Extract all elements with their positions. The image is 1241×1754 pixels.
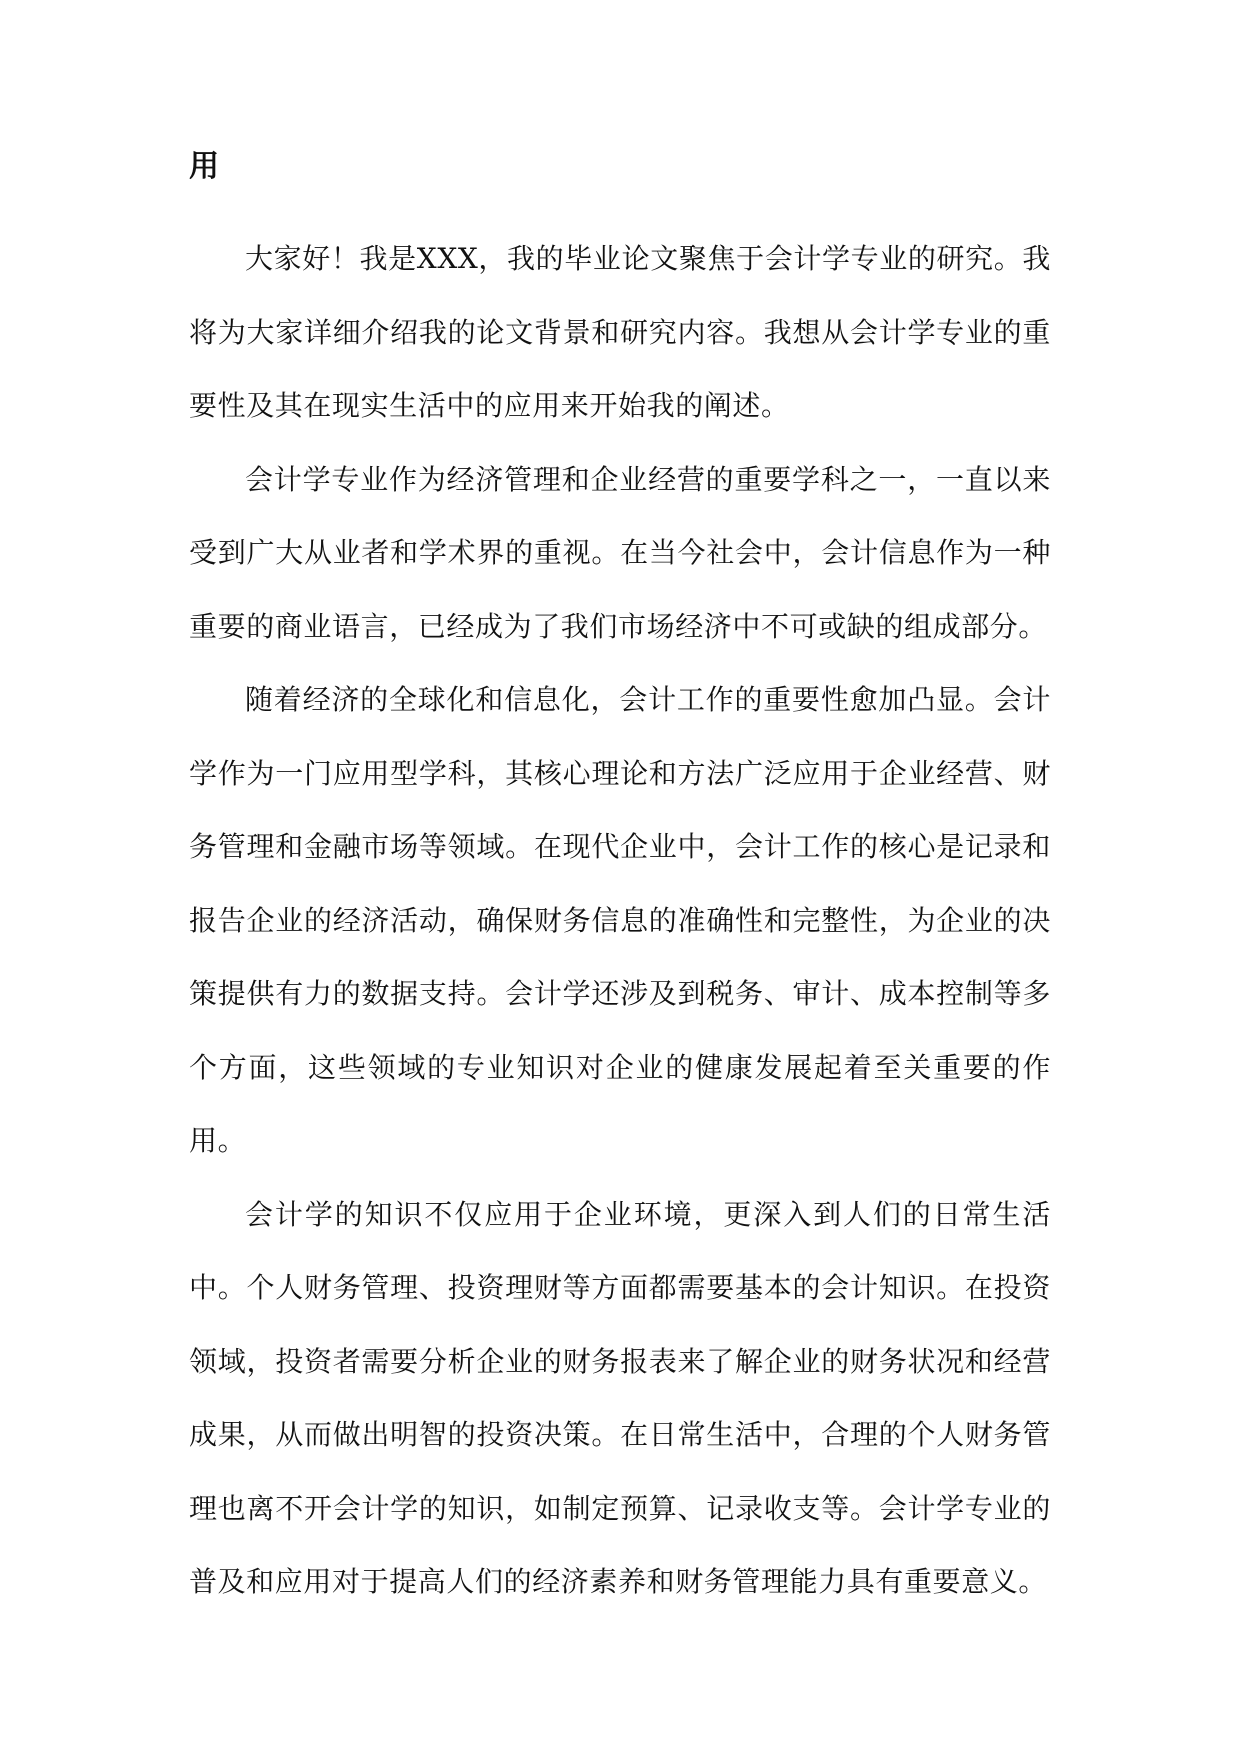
body-text — [189, 222, 1051, 1619]
paragraph-4: 会计学的知识不仅应用于企业环境，更深入到人们的日常生活中。个人财务管理、投资理财等方面都需要基本的会计知识。在投资领域，投资者需要分析企业的财务报表来了解企业的财务状况和经营成果，从而做出明智的投资决策。在日常生活中，合理的个人财务管理也离不开会计学的知识，如制定预算、记录收支等。会计学专业的普及和应用对于提高人们的经济素养和财务管理能力具有重要意义。 — [189, 1197, 1051, 1598]
page-heading: 用 — [189, 149, 219, 184]
paragraph-3: 随着经济的全球化和信息化，会计工作的重要性愈加凸显。会计学作为一门应用型学科，其核心理论和方法广泛应用于企业经营、财务管理和金融市场等领域。在现代企业中，会计工作的核心是记录和报告企业的经济活动，确保财务信息的准确性和完整性，为企业的决策提供有力的数据支持。会计学还涉及到税务、审计、成本控制等多个方面，这些领域的专业知识对企业的健康发展起着至关重要的作用。 — [189, 683, 1051, 1157]
paragraph-1: 大家好！我是XXX，我的毕业论文聚焦于会计学专业的研究。我将为大家详细介绍我的论文背景和研究内容。我想从会计学专业的重要性及其在现实生活中的应用来开始我的阐述。 — [189, 242, 1051, 422]
paragraph-2: 会计学专业作为经济管理和企业经营的重要学科之一，一直以来受到广大从业者和学术界的重视。在当今社会中，会计信息作为一种重要的商业语言，已经成为了我们市场经济中不可或缺的组成部分。 — [189, 462, 1051, 643]
